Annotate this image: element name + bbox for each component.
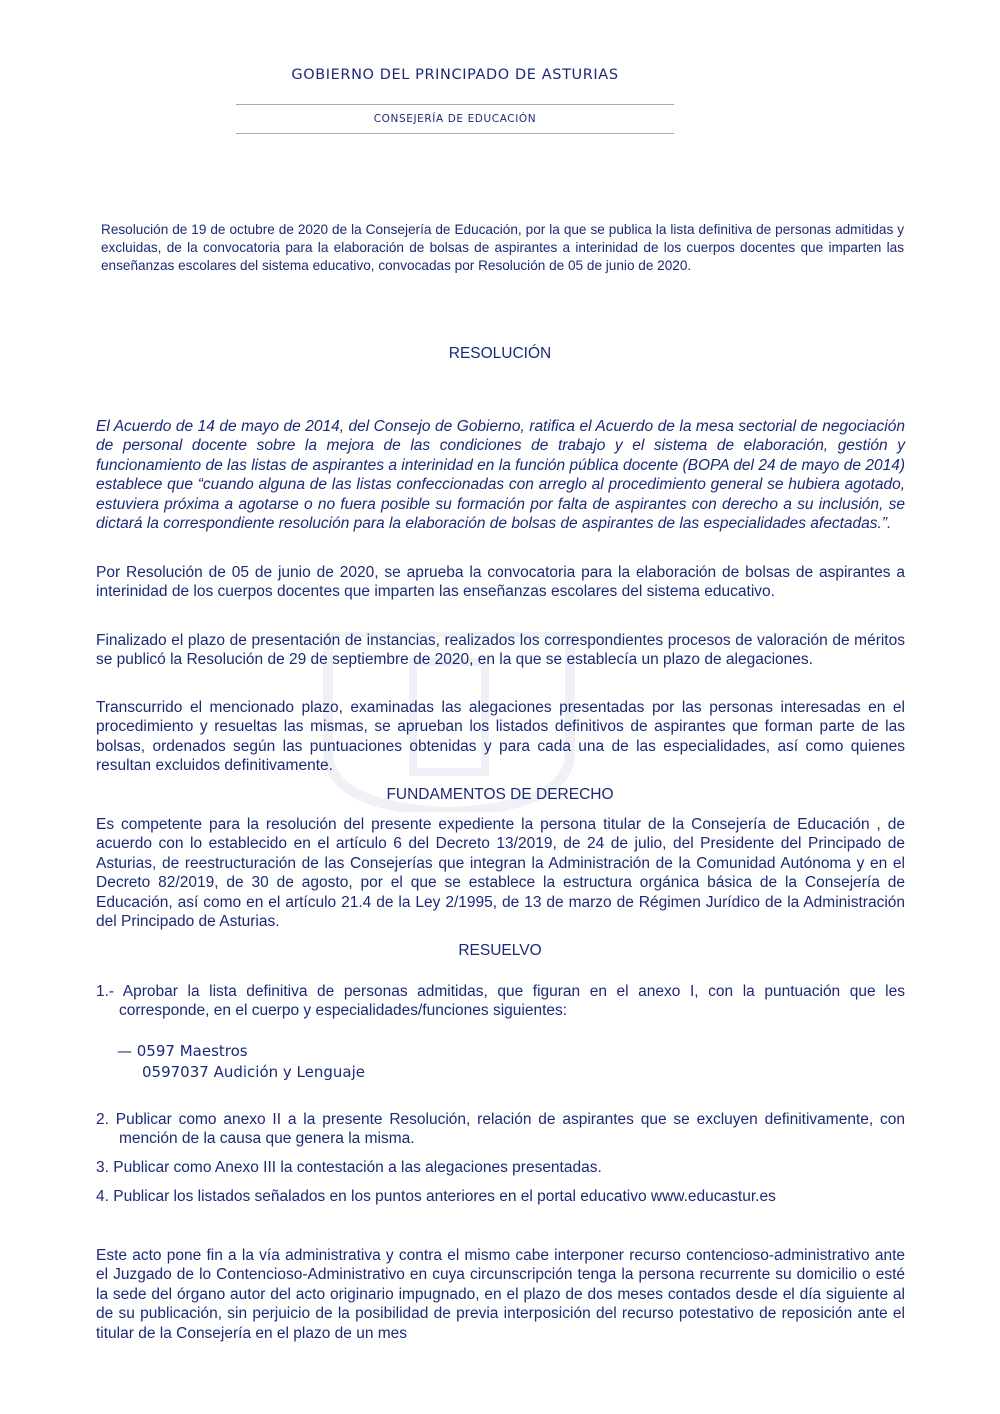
department-name: CONSEJERÍA DE EDUCACIÓN bbox=[373, 113, 537, 125]
resuelvo-item-1: 1.- Aprobar la lista definitiva de personas admitidas, que figuran en el anexo I, con la puntuación que les corresponde, en el cuerpo y especialidades/funciones siguientes: bbox=[96, 983, 905, 1020]
resuelvo-item-2: 2. Publicar como anexo II a la presente Resolución, relación de aspirantes que se excluyen definitivamente, con mención de la causa que genera la misma. bbox=[96, 1111, 905, 1148]
resuelvo-item-3: 3. Publicar como Anexo III la contestación a las alegaciones presentadas. bbox=[96, 1159, 602, 1176]
paragraph-competente: Es competente para la resolución del presente expediente la persona titular de la Consejería de Educación , de acuerdo con lo establecido en el artículo 6 del Decreto 13/2019, de 24 de julio, del Presidente del Principado de Asturias, de reestructuración de las Consejerías que integran la Administración de la Comunidad Autónoma y en el Decreto 82/2019, de 30 de agosto, por el que se establece la estructura orgánica básica de la Consejería de Educación, así como en el artículo 21.4 de la Ley 2/1995, de 13 de marzo de Régimen Jurídico de la Administración del Principado de Asturias. bbox=[96, 816, 905, 931]
paragraph-transcurrido: Transcurrido el mencionado plazo, examinadas las alegaciones presentadas por las personas interesadas en el procedimiento y resueltas las mismas, se aprueban los listados definitivos de aspirantes que forman parte de las bolsas, ordenados según las puntuaciones obtenidas y para cada una de las especialidades, así como quienes resultan excluidos definitivamente. bbox=[96, 699, 905, 775]
heading-fundamentos: FUNDAMENTOS DE DERECHO bbox=[386, 786, 614, 803]
header-rule-bottom bbox=[236, 133, 674, 134]
resuelvo-item-4: 4. Publicar los listados señalados en los puntos anteriores en el portal educativo www.educastur.es bbox=[96, 1188, 776, 1205]
paragraph-recurso: Este acto pone fin a la vía administrativa y contra el mismo cabe interponer recurso contencioso-administrativo ante el Juzgado de lo Contencioso-Administrativo en cuya circunscripción tenga la persona recurrente su domicilio o esté la sede del órgano autor del acto originario impugnado, en el plazo de dos meses contados desde el día siguiente al de su publicación, sin perjuicio de la posibilidad de previa interposición del recurso potestativo de reposición ante el titular de la Consejería en el plazo de un mes bbox=[96, 1247, 905, 1342]
government-title: GOBIERNO DEL PRINCIPADO DE ASTURIAS bbox=[291, 67, 619, 83]
cuerpo-code: — 0597 Maestros bbox=[117, 1042, 248, 1060]
heading-resuelvo: RESUELVO bbox=[458, 942, 542, 959]
paragraph-convocatoria: Por Resolución de 05 de junio de 2020, se aprueba la convocatoria para la elaboración de bolsas de aspirantes a interinidad de los cuerpos docentes que imparten las enseñanzas escolares del sistema educativo. bbox=[96, 564, 905, 601]
specialty-code: 0597037 Audición y Lenguaje bbox=[142, 1063, 365, 1081]
paragraph-finalizado: Finalizado el plazo de presentación de instancias, realizados los correspondientes procesos de valoración de méritos se publicó la Resolución de 29 de septiembre de 2020, en la que se establecía un plazo de alegaciones. bbox=[96, 632, 905, 669]
paragraph-acuerdo: El Acuerdo de 14 de mayo de 2014, del Consejo de Gobierno, ratifica el Acuerdo de la mesa sectorial de negociación de personal docente sobre la mejora de las condiciones de trabajo y el sistema de elaboración, gestión y funcionamiento de las listas de aspirantes a interinidad en la función pública docente (BOPA del 24 de mayo de 2014) establece que “cuando alguna de las listas confeccionadas con arreglo al procedimiento general se hubiera agotado, estuviera próxima a agotarse o no fuera posible su formación por falta de aspirantes con derecho a su inclusión, se dictará la correspondiente resolución para la elaboración de bolsas de aspirantes de las especialidades afectadas.”. bbox=[96, 418, 905, 533]
header-rule-top bbox=[236, 104, 674, 105]
specialty-list bbox=[117, 1041, 365, 1083]
heading-resolucion: RESOLUCIÓN bbox=[448, 345, 552, 362]
resolution-summary: Resolución de 19 de octubre de 2020 de la Consejería de Educación, por la que se publica la lista definitiva de personas admitidas y excluidas, de la convocatoria para la elaboración de bolsas de aspirantes a interinidad de los cuerpos docentes que imparten las enseñanzas escolares del sistema educativo, convocadas por Resolución de 05 de junio de 2020. bbox=[101, 222, 904, 273]
